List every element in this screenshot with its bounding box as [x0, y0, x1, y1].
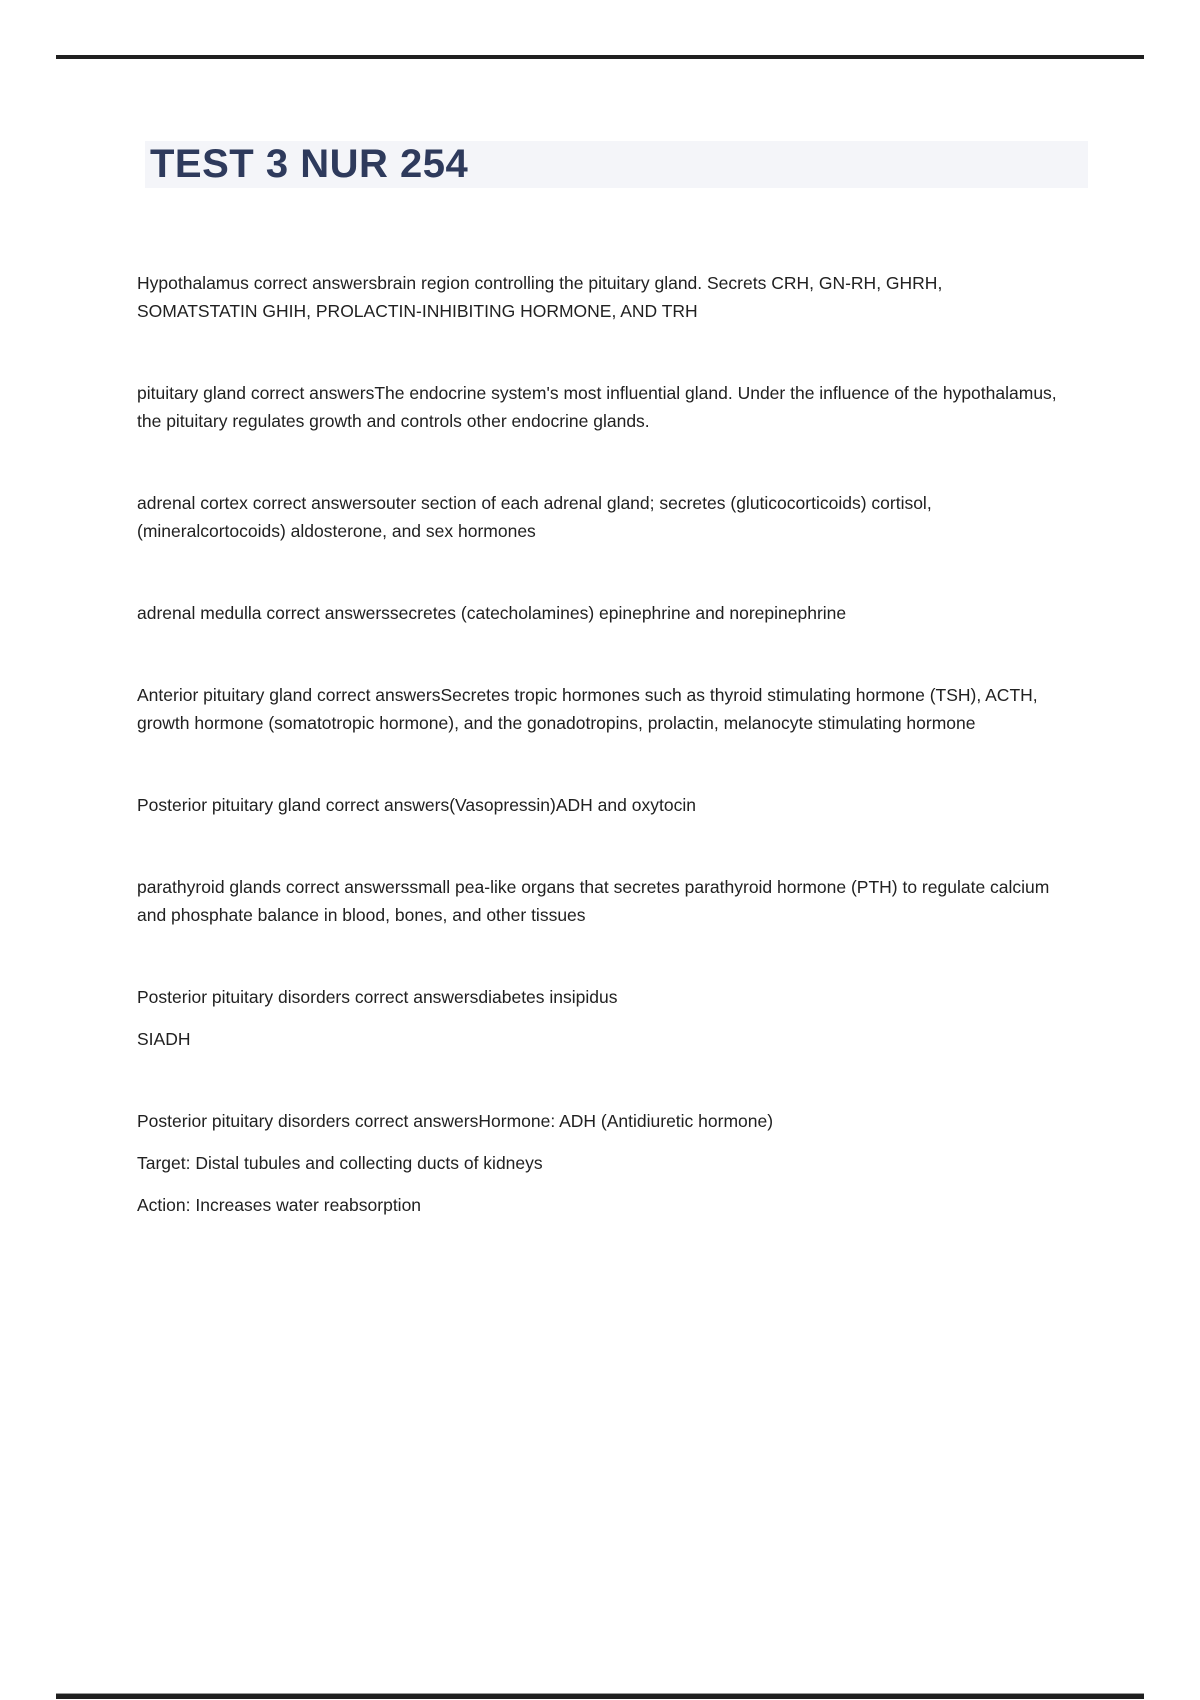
- bottom-rule: [56, 1693, 1144, 1699]
- qa-block: [137, 489, 1065, 545]
- qa-paragraph: adrenal cortex correct answersouter section of each adrenal gland; secretes (gluticocorticoids) cortisol, (mineralcortocoids) aldosterone, and sex hormones: [137, 493, 932, 541]
- qa-block: [137, 269, 1065, 325]
- qa-paragraph: adrenal medulla correct answerssecretes (catecholamines) epinephrine and norepinephrine: [137, 603, 847, 623]
- qa-paragraph: Posterior pituitary gland correct answers(Vasopressin)ADH and oxytocin: [137, 795, 696, 815]
- qa-block: [137, 873, 1065, 929]
- qa-block: [137, 599, 1065, 627]
- title-highlight: [145, 141, 1088, 188]
- qa-block: [137, 1107, 1065, 1219]
- qa-paragraph: pituitary gland correct answersThe endocrine system's most influential gland. Under the influence of the hypothalamus, the pituitary regulates growth and controls other endocrine glands.: [137, 383, 1057, 431]
- qa-paragraph: parathyroid glands correct answerssmall pea-like organs that secretes parathyroid hormone (PTH) to regulate calcium and phosphate balance in blood, bones, and other tissues: [137, 877, 1050, 925]
- qa-block: [137, 983, 1065, 1053]
- qa-paragraph: Posterior pituitary disorders correct answersHormone: ADH (Antidiuretic hormone): [137, 1111, 774, 1131]
- qa-paragraph: Anterior pituitary gland correct answersSecretes tropic hormones such as thyroid stimulating hormone (TSH), ACTH, growth hormone (somatotropic hormone), and the gonadotropins, prolactin, melanocyte stimulating hormone: [137, 685, 1038, 733]
- qa-block: [137, 681, 1065, 737]
- qa-paragraph: Posterior pituitary disorders correct answersdiabetes insipidus: [137, 987, 618, 1007]
- document-body: [137, 269, 1065, 1273]
- qa-paragraph: Target: Distal tubules and collecting ducts of kidneys: [137, 1153, 543, 1173]
- qa-paragraph: Action: Increases water reabsorption: [137, 1195, 422, 1215]
- page-title: TEST 3 NUR 254: [150, 142, 469, 186]
- qa-block: [137, 379, 1065, 435]
- qa-paragraph: Hypothalamus correct answersbrain region controlling the pituitary gland. Secrets CRH, GN-RH, GHRH, SOMATSTATIN GHIH, PROLACTIN-INHIBITING HORMONE, AND TRH: [137, 273, 943, 321]
- qa-block: [137, 791, 1065, 819]
- qa-paragraph: SIADH: [137, 1029, 191, 1049]
- top-rule: [56, 55, 1144, 59]
